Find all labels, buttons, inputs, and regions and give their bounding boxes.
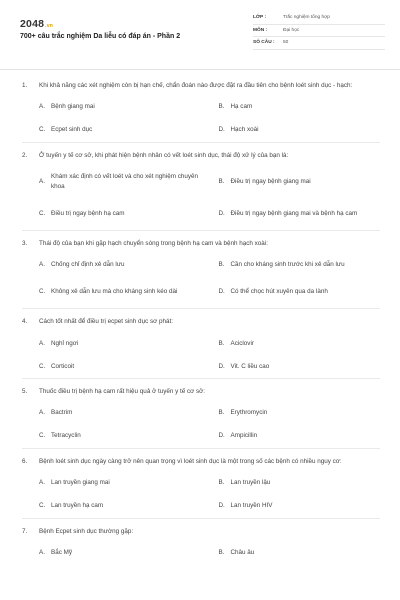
option-text: Lan truyền HIV: [230, 502, 273, 510]
option-text: Hạ cam: [230, 103, 253, 111]
site-logo[interactable]: [20, 16, 53, 32]
question-list: [0, 70, 400, 564]
option-a[interactable]: [39, 253, 201, 276]
option-c[interactable]: [39, 198, 201, 230]
option-letter: B.: [218, 548, 225, 556]
option-letter: A.: [39, 409, 45, 417]
option-letter: D.: [218, 288, 225, 296]
question-text: Thái độ của bạn khi gặp hạch chuyển sóng trong bệnh hạ cam và bệnh hạch xoài:: [39, 239, 268, 247]
question-text: Khi khả năng các xét nghiệm còn bị hạn chế, chẩn đoán nào được đặt ra đầu tiên cho bệnh loét sinh dục - hạch:: [39, 82, 353, 89]
option-letter: C.: [39, 362, 46, 370]
question-row: [22, 151, 380, 161]
options-grid: [22, 332, 380, 378]
option-d[interactable]: [219, 276, 381, 308]
option-letter: D.: [218, 362, 225, 370]
option-letter: D.: [218, 209, 225, 217]
option-letter: B.: [218, 260, 225, 268]
option-text: Corticoit: [51, 362, 75, 370]
question-item: [22, 519, 380, 565]
option-c[interactable]: [39, 425, 201, 448]
question-text: Ở tuyến y tế cơ sở, khi phát hiện bệnh nhân có vết loét sinh dục, thái độ xử lý của bạn là:: [39, 151, 289, 159]
option-b[interactable]: [219, 96, 381, 119]
option-c[interactable]: [39, 119, 201, 142]
option-text: Tetracyclin: [51, 432, 81, 440]
option-text: Điều trị ngay bệnh hạ cam: [51, 209, 125, 217]
option-b[interactable]: [219, 541, 381, 564]
question-row: [22, 239, 380, 249]
option-letter: C.: [39, 432, 46, 440]
meta-row-subject: [253, 25, 385, 38]
logo-main: 2048: [20, 18, 45, 30]
option-text: Hạch xoài: [230, 126, 259, 134]
question-number: 4.: [22, 318, 28, 326]
option-letter: C.: [39, 502, 46, 510]
option-b[interactable]: [219, 332, 381, 355]
option-c[interactable]: [39, 495, 201, 518]
option-letter: B.: [218, 177, 225, 185]
options-grid: [22, 541, 380, 564]
option-d[interactable]: [219, 355, 381, 378]
question-item: [22, 449, 380, 519]
option-text: Cần cho kháng sinh trước khi xẻ dẫn lưu: [230, 260, 345, 268]
meta-row-count: [253, 37, 385, 50]
question-text: Cách tốt nhất để điều trị ecpet sinh dục sơ phát:: [39, 318, 173, 326]
option-letter: A.: [39, 177, 45, 185]
option-c[interactable]: [39, 276, 201, 308]
option-text: Vit. C liều cao: [230, 362, 270, 370]
options-grid: [22, 166, 380, 230]
option-text: Bệnh giang mai: [51, 103, 95, 111]
meta-key: SỐ CÂU :: [253, 40, 275, 46]
option-c[interactable]: [39, 355, 201, 378]
option-text: Erythromycin: [230, 409, 268, 417]
options-grid: [22, 472, 380, 518]
option-letter: C.: [39, 209, 46, 217]
option-d[interactable]: [219, 425, 381, 448]
meta-value: Đại học: [283, 27, 300, 33]
options-grid: [22, 253, 380, 308]
option-letter: A.: [39, 339, 45, 347]
question-row: [22, 457, 380, 467]
meta-key: MÔN :: [253, 27, 268, 33]
document-title: 700+ câu trắc nghiệm Da liễu có đáp án - Phần 2: [20, 33, 181, 40]
question-item: [22, 143, 380, 231]
option-letter: D.: [218, 502, 225, 510]
option-text: Châu âu: [230, 548, 255, 556]
meta-value: Trắc nghiệm tổng hợp: [283, 15, 330, 21]
option-letter: B.: [218, 339, 225, 347]
option-d[interactable]: [219, 495, 381, 518]
meta-value: 50: [283, 40, 289, 46]
question-row: [22, 81, 380, 91]
option-b[interactable]: [219, 472, 381, 495]
option-a[interactable]: [39, 541, 201, 564]
option-a[interactable]: [39, 402, 201, 425]
question-number: 5.: [22, 388, 28, 395]
question-item: [22, 70, 380, 143]
logo-suffix: .vn: [45, 23, 53, 29]
meta-table: [253, 12, 385, 50]
question-item: [22, 309, 380, 379]
option-text: Ampicillin: [230, 432, 258, 440]
question-row: [22, 527, 380, 537]
option-letter: D.: [218, 432, 225, 440]
option-letter: B.: [218, 409, 225, 417]
question-text: Bệnh Ecpet sinh dục thường gặp:: [39, 527, 134, 535]
question-text: Bệnh loét sinh dục ngày càng trở nên quan trọng vì loét sinh dục là một trong số các bệnh có nhiều nguy cơ:: [39, 457, 342, 465]
options-grid: [22, 96, 380, 142]
option-text: Lan truyền giang mai: [51, 479, 110, 487]
option-text: Ecpet sinh dục: [51, 126, 93, 134]
option-text: Lan truyền lậu: [230, 479, 271, 487]
question-number: 6.: [22, 457, 28, 465]
option-letter: B.: [218, 103, 225, 111]
document-header: [0, 0, 400, 70]
option-text: Không xẻ dẫn lưu mà cho kháng sinh kéo dài: [51, 288, 178, 296]
option-letter: A.: [39, 260, 45, 268]
question-item: [22, 379, 380, 449]
option-text: Điều trị ngay bệnh giang mai: [230, 177, 311, 185]
option-letter: B.: [218, 479, 225, 487]
question-row: [22, 387, 380, 397]
options-grid: [22, 402, 380, 448]
meta-key: LỚP :: [253, 15, 267, 21]
option-text: Có thể chọc hút xuyên qua da lành: [230, 288, 328, 296]
question-text: Thuốc điều trị bệnh hạ cam rất hiệu quả ở tuyến y tế cơ sở:: [39, 388, 206, 395]
option-text: Bactrim: [51, 409, 73, 417]
option-d[interactable]: [219, 198, 381, 230]
option-b[interactable]: [219, 166, 381, 198]
option-a[interactable]: [39, 96, 201, 119]
option-letter: C.: [39, 288, 46, 296]
option-letter: A.: [39, 479, 45, 487]
question-number: 2.: [22, 151, 28, 159]
option-letter: A.: [39, 103, 45, 111]
question-number: 3.: [22, 239, 28, 247]
option-d[interactable]: [219, 119, 381, 142]
option-letter: D.: [218, 126, 225, 134]
option-text: Bắc Mỹ: [51, 548, 72, 556]
option-text: Nghỉ ngơi: [51, 339, 79, 347]
meta-row-class: [253, 12, 385, 25]
option-a[interactable]: [39, 166, 201, 198]
option-letter: C.: [39, 126, 46, 134]
question-item: [22, 231, 380, 310]
question-number: 7.: [22, 527, 28, 535]
option-a[interactable]: [39, 472, 201, 495]
option-text: Điều trị ngay bệnh giang mai và bệnh hạ cam: [230, 209, 358, 217]
option-text: Lan truyền hạ cam: [51, 502, 104, 510]
option-text: Khám xác định có vết loét và cho xét nghiệm chuyên khoa: [51, 172, 199, 190]
option-a[interactable]: [39, 332, 201, 355]
option-text: Chống chỉ định xẻ dẫn lưu: [51, 260, 125, 268]
question-number: 1.: [22, 82, 28, 89]
question-row: [22, 317, 380, 327]
option-letter: A.: [39, 548, 45, 556]
option-b[interactable]: [219, 402, 381, 425]
option-text: Aciclovir: [230, 339, 254, 347]
option-b[interactable]: [219, 253, 381, 276]
